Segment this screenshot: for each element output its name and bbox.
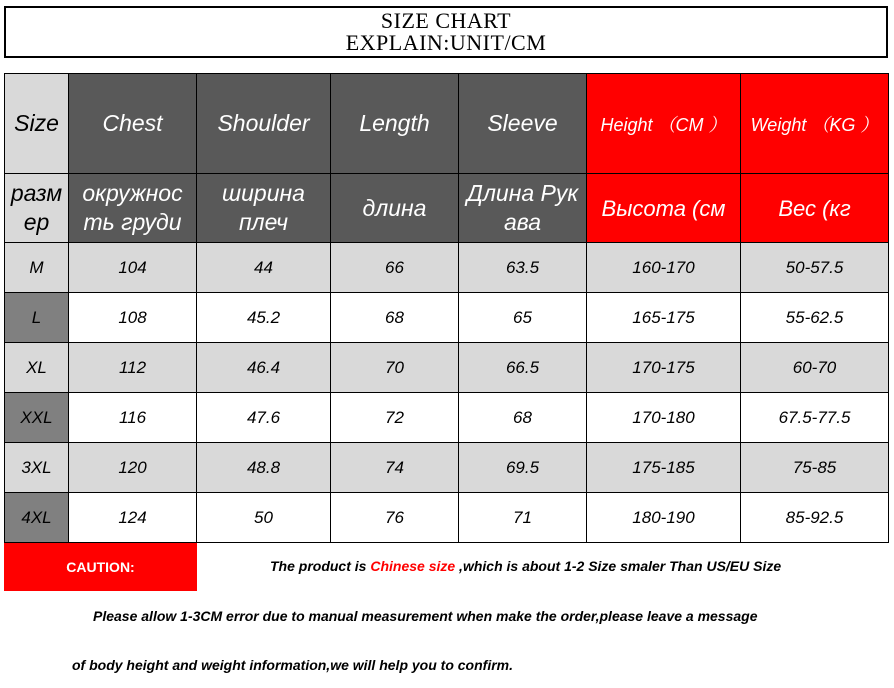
length-cell: 68 — [331, 293, 459, 343]
shoulder-cell: 45.2 — [197, 293, 331, 343]
sleeve-cell: 65 — [459, 293, 587, 343]
sleeve-cell: 69.5 — [459, 443, 587, 493]
table-row — [5, 443, 889, 493]
table-row — [5, 393, 889, 443]
shoulder-cell: 48.8 — [197, 443, 331, 493]
chest-cell: 120 — [69, 443, 197, 493]
sleeve-cell: 71 — [459, 493, 587, 543]
weight-cell: 60-70 — [741, 343, 889, 393]
header-ru-weight: Вес (кг — [741, 174, 889, 243]
size-cell: 4XL — [5, 493, 69, 543]
table-row — [5, 493, 889, 543]
chest-cell: 108 — [69, 293, 197, 343]
header-size: Size — [5, 74, 69, 174]
chest-cell: 104 — [69, 243, 197, 293]
shoulder-cell: 44 — [197, 243, 331, 293]
chest-cell: 124 — [69, 493, 197, 543]
header-shoulder: Shoulder — [197, 74, 331, 174]
header-ru-length: длина — [331, 174, 459, 243]
sleeve-cell: 68 — [459, 393, 587, 443]
length-cell: 70 — [331, 343, 459, 393]
height-cell: 175-185 — [587, 443, 741, 493]
note-line-2: of body height and weight information,we will help you to confirm. — [72, 657, 513, 673]
weight-cell: 85-92.5 — [741, 493, 889, 543]
table-row — [5, 293, 889, 343]
length-cell: 74 — [331, 443, 459, 493]
length-cell: 72 — [331, 393, 459, 443]
size-chart-title — [4, 6, 888, 58]
height-cell: 170-180 — [587, 393, 741, 443]
header-row-english — [5, 74, 889, 174]
header-ru-chest: окружнос ть груди — [69, 174, 197, 243]
header-ru-shoulder: ширина плеч — [197, 174, 331, 243]
shoulder-cell: 50 — [197, 493, 331, 543]
size-cell: 3XL — [5, 443, 69, 493]
weight-cell: 67.5-77.5 — [741, 393, 889, 443]
size-cell: XL — [5, 343, 69, 393]
height-cell: 160-170 — [587, 243, 741, 293]
weight-cell: 75-85 — [741, 443, 889, 493]
header-height: Height （CM ） — [587, 74, 741, 174]
table-row — [5, 243, 889, 293]
weight-cell: 55-62.5 — [741, 293, 889, 343]
shoulder-cell: 46.4 — [197, 343, 331, 393]
caution-text-after: ,which is about 1-2 Size smaler Than US/EU Size — [455, 558, 782, 574]
header-chest: Chest — [69, 74, 197, 174]
header-sleeve: Sleeve — [459, 74, 587, 174]
height-cell: 170-175 — [587, 343, 741, 393]
length-cell: 66 — [331, 243, 459, 293]
caution-text — [270, 558, 781, 574]
weight-cell: 50-57.5 — [741, 243, 889, 293]
header-ru-sleeve: Длина Рук ава — [459, 174, 587, 243]
caution-text-before: The product is — [270, 558, 371, 574]
chest-cell: 116 — [69, 393, 197, 443]
header-weight: Weight （KG ） — [741, 74, 889, 174]
table-row — [5, 343, 889, 393]
caution-highlight: Chinese size — [370, 558, 456, 574]
size-table — [4, 73, 889, 543]
header-length: Length — [331, 74, 459, 174]
title-line-2: EXPLAIN:UNIT/CM — [345, 30, 547, 55]
size-cell: L — [5, 293, 69, 343]
length-cell: 76 — [331, 493, 459, 543]
caution-label: CAUTION: — [4, 543, 197, 591]
chest-cell: 112 — [69, 343, 197, 393]
size-cell: XXL — [5, 393, 69, 443]
header-ru-height: Высота (см — [587, 174, 741, 243]
note-line-1: Please allow 1-3CM error due to manual measurement when make the order,please leave a message — [93, 608, 758, 624]
header-row-russian — [5, 174, 889, 243]
sleeve-cell: 63.5 — [459, 243, 587, 293]
shoulder-cell: 47.6 — [197, 393, 331, 443]
height-cell: 165-175 — [587, 293, 741, 343]
size-cell: M — [5, 243, 69, 293]
header-ru-size: разм ер — [5, 174, 69, 243]
title-line-1: SIZE CHART — [380, 8, 512, 33]
height-cell: 180-190 — [587, 493, 741, 543]
sleeve-cell: 66.5 — [459, 343, 587, 393]
